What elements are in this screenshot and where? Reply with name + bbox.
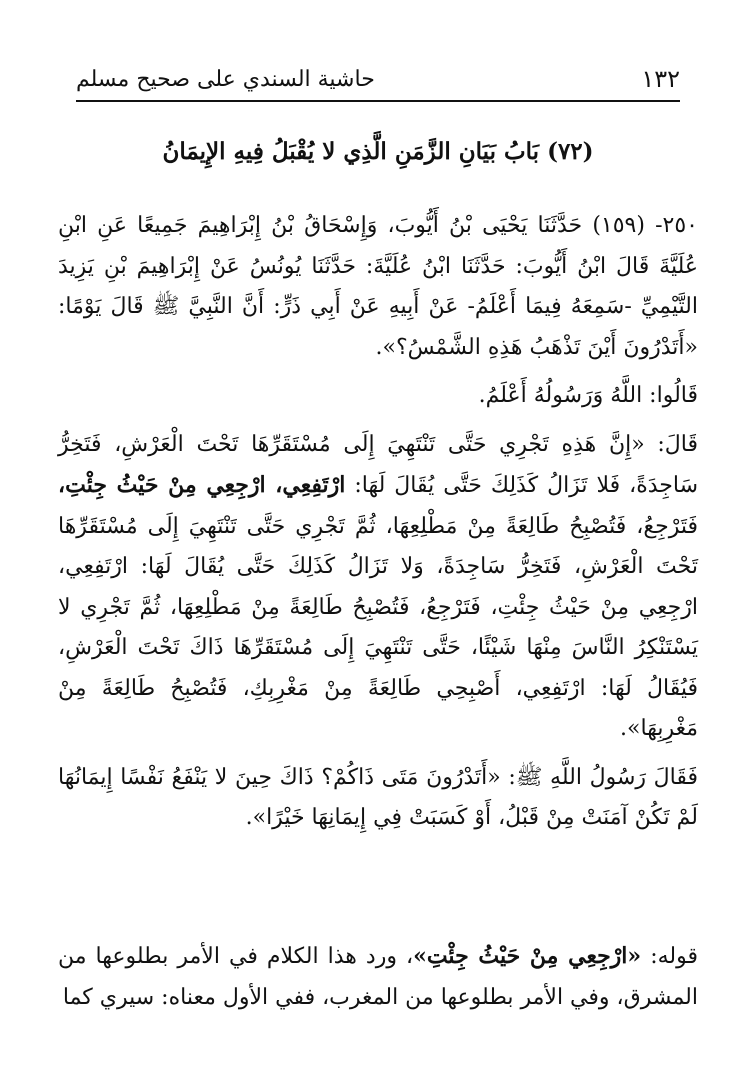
running-title: حاشية السندي على صحيح مسلم [76,66,375,92]
hadith-body-rest: فَتَرْجِعُ، فَتُصْبِحُ طَالِعَةً مِنْ مَطْلِعِهَا، ثُمَّ تَجْرِي حَتَّى تَنْتَهِيَ إِلَى مُسْتَقَرِّهَا تَحْتَ الْعَرْشِ، فَتَخِرُّ سَاجِدَةً، وَلا تَزَالُ كَذَلِكَ حَتَّى يُقَالَ لَهَا: ارْتَفِعِي، ارْجِعِي مِنْ حَيْثُ جِئْتِ، فَتَرْجِعُ، فَتُصْبِحُ طَالِعَةً مِنْ مَطْلِعِهَا، ثُمَّ تَجْرِي لا يَسْتَنْكِرُ النَّاسَ مِنْهَا شَيْئًا، حَتَّى تَنْتَهِيَ إِلَى مُسْتَقَرِّهَا ذَاكَ تَحْتَ الْعَرْشِ، فَيُقَالُ لَهَا: ارْتَفِعِي، أَصْبِحِي طَالِعَةً مِنْ مَغْرِبِكِ، فَتُصْبِحُ طَالِعَةً مِنْ مَغْرِبِهَا». [58,513,698,741]
commentary [58,936,698,1018]
page-header [76,58,680,102]
hadith-body-start: قَالَ: «إِنَّ هَذِهِ تَجْرِي حَتَّى تَنْتَهِيَ إِلَى مُسْتَقَرِّهَا تَحْتَ الْعَرْشِ، فَتَخِرُّ سَاجِدَةً، فَلا تَزَالُ كَذَلِكَ حَتَّى يُقَالَ لَهَا: [58,431,699,498]
commentary-lead: قوله: [641,944,698,969]
hadith-body-bold: ارْتَفِعِي، ارْجِعِي مِنْ حَيْثُ جِئْتِ، [58,472,346,498]
commentary-rest: ، ورد هذا الكلام في الأمر بطلوعها من المشرق، وفي الأمر بطلوعها من المغرب، ففي الأول معناه: سيري كما [58,944,698,1010]
hadith-text [58,206,698,847]
commentary-quote: «ارْجِعِي مِنْ حَيْثُ جِئْتِ» [413,943,642,969]
hadith-isnad: ٢٥٠- (١٥٩) حَدَّثَنَا يَحْيَى بْنُ أَيُّوبَ، وَإِسْحَاقُ بْنُ إِبْرَاهِيمَ جَمِيعًا عَنِ ابْنِ عُلَيَّةَ قَالَ ابْنُ أَيُّوبَ: حَدَّثَنَا ابْنُ عُلَيَّةَ: حَدَّثَنَا يُونُسُ عَنْ إِبْرَاهِيمَ بْنِ يَزِيدَ التَّيْمِيِّ -سَمِعَهُ فِيمَا أَعْلَمُ- عَنْ أَبِيهِ عَنْ أَبِي ذَرٍّ: أَنَّ النَّبِيَّ ﷺ قَالَ يَوْمًا: «أَتَدْرُونَ أَيْنَ تَذْهَبُ هَذِهِ الشَّمْسُ؟». [58,213,698,360]
commentary-paragraph [58,936,698,1018]
hadith-answer: قَالُوا: اللَّهُ وَرَسُولُهُ أَعْلَمُ. [478,383,698,408]
chapter-title: (٧٢) بَابُ بَيَانِ الزَّمَنِ الَّذِي لا يُقْبَلُ فِيهِ الإِيمَانُ [162,138,594,165]
page-number: ١٣٢ [641,65,680,93]
hadith-conclusion: فَقَالَ رَسُولُ اللَّهِ ﷺ: «أَتَدْرُونَ مَتَى ذَاكُمْ؟ ذَاكَ حِينَ لا يَنْفَعُ نَفْسًا إِيمَانُهَا لَمْ تَكُنْ آمَنَتْ مِنْ قَبْلُ، أَوْ كَسَبَتْ فِي إِيمَانِهَا خَيْرًا». [58,764,698,830]
hadith-body [58,425,698,750]
